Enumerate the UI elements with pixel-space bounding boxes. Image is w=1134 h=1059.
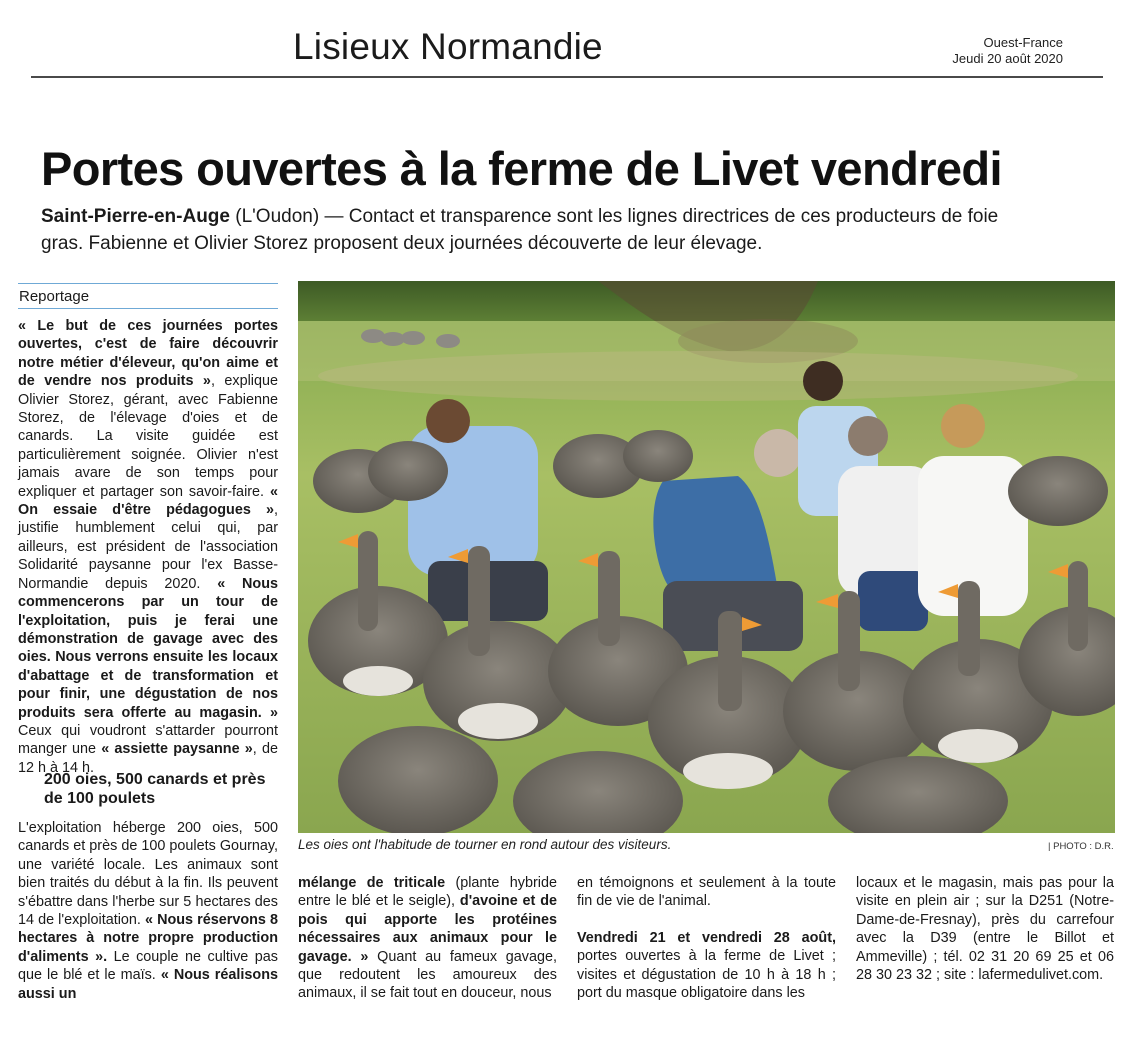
body-text: Le couple ne cultive pas que le blé et le maïs. [18,948,279,984]
photo-credit: | PHOTO : D.R. [1048,841,1114,852]
quote: « assiette paysanne » [101,741,253,758]
body-text: (plante hybride entre le blé et le seigle), [298,875,557,910]
body-text: , justifie humblement celui qui, par ailleurs, est président de l'association Solidarité paysanne pour l'ex Basse-Normandie depuis 2020. [18,502,278,592]
body-text: , explique Olivier Storez, gérant, avec Fabienne Storez, de l'élevage d'oies et de canards. La visite guidée est particulièrement soignée. Olivier n'est jamais avare de son temps pour expliquer et partager son savoir-faire. [18,373,278,500]
body-text: en témoignons et seulement à la toute fin de vie de l'animal. [577,875,836,910]
body-text: locaux et le magasin, mais pas pour la visite en plein air ; sur la D251 (Notre-Dame-de-Fresnay), près du carrefour avec la D39 (entre le Billot et Ammeville) ; tél. 02 31 20 69 25 et 06 28 30 23 32 ; site : lafermedulivet.com. [856,875,1114,984]
article-headline: Portes ouvertes à la ferme de Livet vendredi [41,142,1002,195]
body-text: , de 12 h à 14 h. [18,741,278,776]
text-column-1b [18,819,278,1003]
body-text: portes ouvertes à la ferme de Livet ; visites et dégustation de 10 h à 18 h ; port du masque obligatoire dans les [577,948,836,1002]
quote: mélange de triticale [298,875,446,891]
chapo-location: Saint-Pierre-en-Auge [41,206,230,227]
body-text: Quant au fameux gavage, que redoutent les amoureux des animaux, il se fait tout en douceur, nous [298,948,557,1002]
photo-caption: Les oies ont l'habitude de tourner en rond autour des visiteurs. [298,837,672,852]
publication-name: Ouest-France [983,35,1063,50]
text-column-1 [18,317,278,777]
quote: « Nous commencerons par un tour de l'exploitation, puis je ferai une démonstration de gavage avec des oies. Nous verrons ensuite les locaux d'abattage et de transformation et pour finir, une dégustation de nos produits sera offerte au magasin. » [18,575,278,721]
chapo-sublocation: (L'Oudon) — [235,206,344,227]
article-chapo [41,203,1006,257]
text-column-3 [577,874,836,1002]
geese-photo-illustration [298,281,1115,833]
quote: « On essaie d'être pédagogues » [18,483,278,519]
chapo-text: Contact et transparence sont les lignes directrices de ces producteurs de foie gras. Fabienne et Olivier Storez proposent deux journées découverte de leur élevage. [41,206,999,254]
text-column-4 [856,874,1114,984]
practical-info-dates: Vendredi 21 et vendredi 28 août, [577,929,836,946]
quote: « Le but de ces journées portes ouvertes, c'est de faire découvrir notre métier d'éleveur, qu'on aime et de vendre nos produits » [18,318,278,390]
text-column-2 [298,874,557,1003]
article-photo [298,281,1115,833]
intertitle: 200 oies, 500 canards et près de 100 poulets [44,771,266,807]
publication-date: Jeudi 20 août 2020 [952,51,1063,66]
body-text: Ceux qui voudront s'attarder pourront manger une [18,722,278,758]
body-text: L'exploitation héberge 200 oies, 500 canards et près de 100 poulets Gournay, une variété locale. Les animaux sont bien traités du début à la fin. Ils peuvent s'ébattre dans l'herbe sur 5 hectares des 14 de l'exploitation. [18,820,278,929]
quote: d'avoine et de pois qui apporte les protéines nécessaires aux animaux pour le gavage. » [298,893,557,965]
quote: « Nous réalisons aussi un [18,967,279,1002]
quote: « Nous réservons 8 hectares à notre propre production d'aliments ». [18,912,279,965]
rubrique-label: Reportage [18,283,278,309]
publication-info [952,35,1063,67]
section-title: Lisieux Normandie [293,26,603,67]
header-divider [31,76,1103,78]
